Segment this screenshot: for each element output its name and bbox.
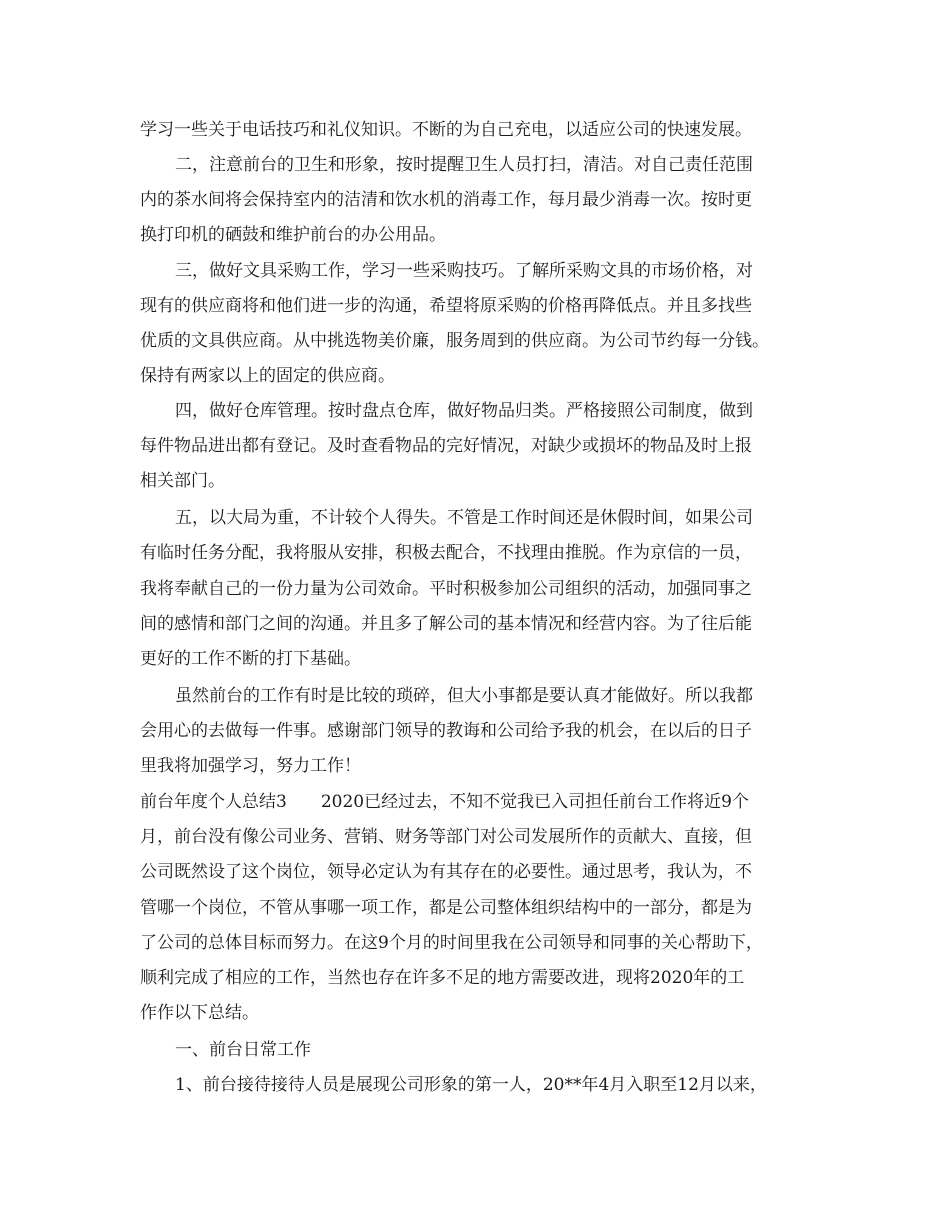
text-line: 三，做好文具采购工作，学习一些采购技巧。了解所采购文具的市场价格，对 xyxy=(175,261,753,281)
text-line: 有临时任务分配，我将服从安排，积极去配合，不找理由推脱。作为京信的一员， xyxy=(140,543,752,563)
text-line: 现有的供应商将和他们进一步的沟通，希望将原采购的价格再降低点。并且多找些 xyxy=(140,296,752,316)
text-line: 每件物品进出都有登记。及时查看物品的完好情况，对缺少或损坏的物品及时上报 xyxy=(140,436,752,456)
text-line: 虽然前台的工作有时是比较的琐碎，但大小事都是要认真才能做好。所以我都 xyxy=(175,686,753,706)
text-line: 会用心的去做每一件事。感谢部门领导的教诲和公司给予我的机会，在以后的日子 xyxy=(140,721,752,741)
text-line: 更好的工作不断的打下基础。 xyxy=(140,649,361,669)
text-line: 管哪一个岗位，不管从事哪一项工作，都是公司整体组织结构中的一部分，都是为 xyxy=(140,898,752,918)
section-heading-line xyxy=(140,787,830,817)
text-line: 二，注意前台的卫生和形象，按时提醒卫生人员打扫，清洁。对自己责任范围 xyxy=(175,155,753,175)
text-line: 内的茶水间将会保持室内的洁清和饮水机的消毒工作，每月最少消毒一次。按时更 xyxy=(140,190,752,210)
text-line: 换打印机的硒鼓和维护前台的办公用品。 xyxy=(140,225,446,245)
text-line: 了公司的总体目标而努力。在这9个月的时间里我在公司领导和同事的关心帮助下， xyxy=(140,933,763,953)
text-line: 优质的文具供应商。从中挑选物美价廉，服务周到的供应商。为公司节约每一分钱。 xyxy=(140,331,769,351)
text-line: 保持有两家以上的固定的供应商。 xyxy=(140,366,395,386)
section-intro-text: 2020已经过去，不知不觉我已入司担任前台工作将近9个 xyxy=(320,792,749,812)
text-line: 1、前台接待接待人员是展现公司形象的第一人，20**年4月入职至12月以来， xyxy=(175,1075,767,1095)
text-line: 顺利完成了相应的工作，当然也存在许多不足的地方需要改进，现将2020年的工 xyxy=(140,968,745,988)
text-line: 四，做好仓库管理。按时盘点仓库，做好物品归类。严格接照公司制度，做到 xyxy=(175,401,753,421)
text-line: 间的感情和部门之间的沟通。并且多了解公司的基本情况和经营内容。为了往后能 xyxy=(140,614,752,634)
text-line: 学习一些关于电话技巧和礼仪知识。不断的为自己充电，以适应公司的快速发展。 xyxy=(140,120,752,140)
text-line: 我将奉献自己的一份力量为公司效命。平时积极参加公司组织的活动，加强同事之 xyxy=(140,579,752,599)
text-line: 相关部门。 xyxy=(140,471,225,491)
subheading: 一、前台日常工作 xyxy=(175,1040,311,1060)
section-heading: 前台年度个人总结3 xyxy=(140,792,287,812)
text-line: 月，前台没有像公司业务、营销、财务等部门对公司发展所作的贡献大、直接，但 xyxy=(140,827,752,847)
text-line: 公司既然设了这个岗位，领导必定认为有其存在的必要性。通过思考，我认为，不 xyxy=(140,862,752,882)
text-line: 五，以大局为重，不计较个人得失。不管是工作时间还是休假时间，如果公司 xyxy=(175,508,753,528)
text-line: 里我将加强学习，努力工作！ xyxy=(140,756,361,776)
text-line: 作作以下总结。 xyxy=(140,1003,259,1023)
